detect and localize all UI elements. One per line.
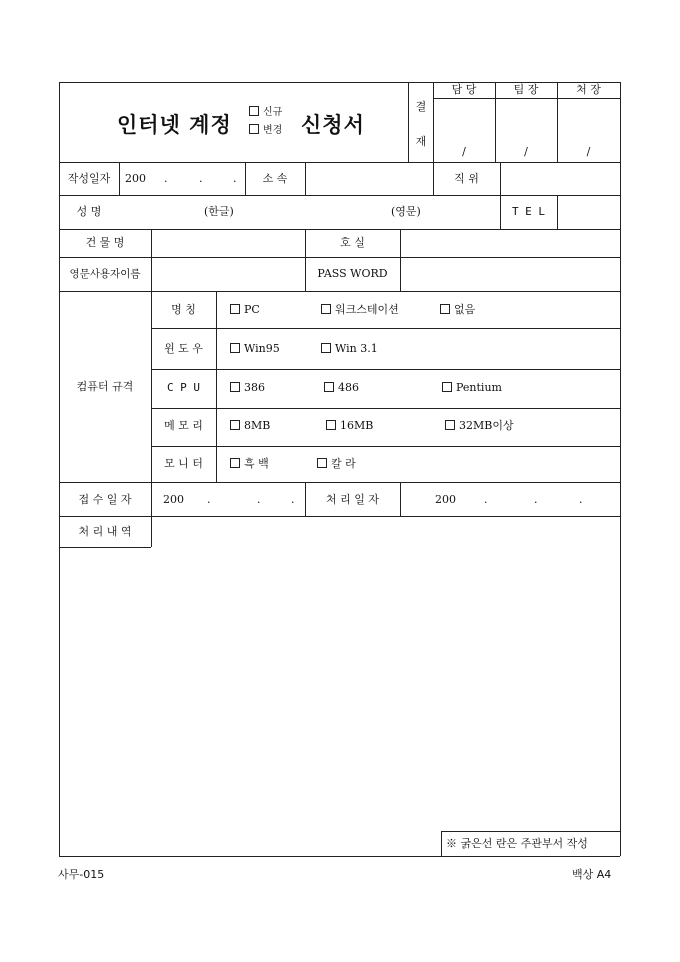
date-label: 작성일자	[67, 172, 111, 185]
password-label: PASS WORD	[317, 267, 388, 280]
pc-checkbox[interactable]	[230, 304, 240, 314]
computer-spec-label: 컴퓨터 규격	[76, 380, 134, 393]
option-32mb[interactable]	[445, 419, 514, 433]
note-box-left	[441, 831, 442, 856]
row-line-2	[59, 195, 620, 196]
row-line-7	[59, 516, 620, 517]
name-label: 성 명	[76, 205, 102, 218]
application-form	[59, 82, 620, 856]
computer-row-line-2	[151, 369, 620, 370]
title-right: 신청서	[301, 112, 365, 137]
process-value[interactable]: 200	[435, 493, 456, 506]
option-win95-label: Win95	[244, 342, 280, 355]
option-workstation-label: 워크스테이션	[335, 303, 399, 316]
option-pentium[interactable]	[442, 381, 502, 395]
form-border-bottom	[59, 856, 620, 857]
option-change[interactable]	[249, 124, 282, 138]
date-dot-2: .	[199, 172, 203, 185]
process-label: 처 리 일 자	[326, 493, 379, 506]
name-english[interactable]: (영문)	[391, 205, 421, 218]
approval-slash-2: /	[524, 145, 528, 158]
option-pentium-label: Pentium	[456, 381, 502, 394]
approval-label-bottom: 재	[415, 135, 427, 148]
option-486[interactable]	[324, 381, 359, 395]
spec-monitor-label: 모 니 터	[164, 457, 203, 470]
option-win31[interactable]	[321, 342, 378, 356]
computer-row-line-1	[151, 328, 620, 329]
new-checkbox[interactable]	[249, 106, 259, 116]
tel-label: T E L	[511, 205, 546, 218]
row-line-3	[59, 229, 620, 230]
option-16mb-label: 16MB	[340, 419, 374, 432]
option-386-label: 386	[244, 381, 265, 394]
mem-32mb-checkbox[interactable]	[445, 420, 455, 430]
mem-8mb-checkbox[interactable]	[230, 420, 240, 430]
option-16mb[interactable]	[326, 419, 373, 433]
mem-16mb-checkbox[interactable]	[326, 420, 336, 430]
row-line-1	[59, 162, 620, 163]
computer-row-line-3	[151, 408, 620, 409]
receipt-divider-3	[400, 482, 401, 516]
option-change-label: 변경	[263, 125, 283, 136]
option-pc[interactable]	[230, 303, 260, 317]
building-row-divider-3	[400, 229, 401, 291]
option-mono-label: 흑 백	[244, 457, 269, 470]
option-workstation[interactable]	[321, 303, 399, 317]
option-color-label: 칼 라	[331, 457, 356, 470]
cpu-486-checkbox[interactable]	[324, 382, 334, 392]
row-line-6	[59, 482, 620, 483]
details-note: ※ 굵은선 란은 주관부서 작성	[446, 837, 588, 850]
name-row-divider-2	[557, 195, 558, 229]
username-label: 영문사용자이름	[69, 268, 141, 280]
process-dot-1: .	[484, 493, 488, 506]
approval-header-line	[433, 98, 620, 99]
approval-col-manager: 담 당	[451, 83, 477, 96]
option-win31-label: Win 3.1	[335, 342, 378, 355]
none-checkbox[interactable]	[440, 304, 450, 314]
date-row-divider-1	[119, 162, 120, 195]
details-label: 처 리 내 역	[78, 525, 132, 538]
approval-slash-1: /	[462, 145, 466, 158]
win95-checkbox[interactable]	[230, 343, 240, 353]
process-dot-2: .	[534, 493, 538, 506]
receipt-value[interactable]: 200	[163, 493, 184, 506]
receipt-dot-3: .	[291, 493, 295, 506]
dept-label: 소 속	[262, 172, 288, 185]
approval-col-team-lead: 팀 장	[513, 83, 539, 96]
spec-memory-label: 메 모 리	[164, 419, 203, 432]
date-row-divider-5	[500, 162, 501, 195]
cpu-386-checkbox[interactable]	[230, 382, 240, 392]
option-486-label: 486	[338, 381, 359, 394]
approval-label-top: 결	[415, 100, 427, 113]
option-32mb-label: 32MB이상	[459, 419, 514, 432]
room-label: 호 실	[340, 236, 365, 249]
cpu-pentium-checkbox[interactable]	[442, 382, 452, 392]
position-label: 직 위	[454, 172, 479, 185]
row-line-4	[59, 257, 620, 258]
date-dot-1: .	[164, 172, 168, 185]
form-border-right	[620, 82, 621, 856]
receipt-divider-1	[151, 482, 152, 516]
approval-slash-3: /	[586, 145, 591, 158]
win31-checkbox[interactable]	[321, 343, 331, 353]
approval-divider	[408, 82, 409, 162]
note-box-top	[441, 831, 620, 832]
form-code: 사무-015	[58, 868, 105, 881]
option-mono[interactable]	[230, 457, 269, 471]
option-8mb-label: 8MB	[244, 419, 271, 432]
name-korean[interactable]: (한글)	[204, 205, 234, 218]
option-none[interactable]	[440, 303, 475, 317]
computer-sub-divider	[216, 291, 217, 482]
option-win95[interactable]	[230, 342, 280, 356]
option-386[interactable]	[230, 381, 265, 395]
spec-name-label: 명 칭	[171, 303, 196, 316]
title-left: 인터넷 계정	[117, 112, 232, 137]
option-new[interactable]	[249, 106, 282, 120]
workstation-checkbox[interactable]	[321, 304, 331, 314]
spec-windows-label: 윈 도 우	[164, 342, 203, 355]
option-pc-label: PC	[244, 303, 260, 316]
monitor-mono-checkbox[interactable]	[230, 458, 240, 468]
details-label-divider	[151, 516, 152, 547]
date-dot-3: .	[233, 172, 237, 185]
monitor-color-checkbox[interactable]	[317, 458, 327, 468]
details-area[interactable]	[60, 548, 619, 828]
option-8mb[interactable]	[230, 419, 270, 433]
spec-cpu-label: C P U	[166, 381, 201, 394]
receipt-dot-1: .	[207, 493, 211, 506]
paper-spec: 백상 A4	[572, 868, 612, 881]
receipt-dot-2: .	[257, 493, 261, 506]
option-new-label: 신규	[263, 107, 283, 118]
option-color[interactable]	[317, 457, 356, 471]
change-checkbox[interactable]	[249, 124, 259, 134]
row-line-5	[59, 291, 620, 292]
receipt-label: 접 수 일 자	[78, 493, 132, 506]
process-dot-3: .	[579, 493, 583, 506]
computer-row-line-4	[151, 446, 620, 447]
approval-col-director: 처 장	[576, 83, 601, 96]
building-row-divider-1	[151, 229, 152, 291]
date-value-prefix[interactable]: 200	[125, 172, 146, 185]
date-row-divider-3	[305, 162, 306, 195]
option-none-label: 없음	[454, 303, 476, 316]
building-label: 건 물 명	[85, 236, 125, 249]
